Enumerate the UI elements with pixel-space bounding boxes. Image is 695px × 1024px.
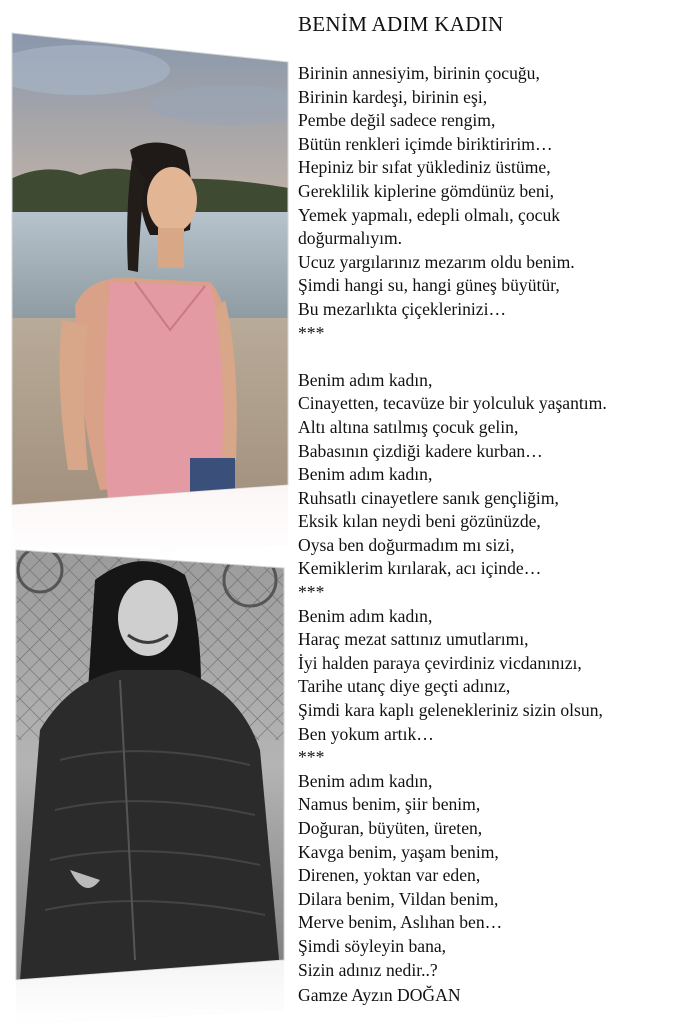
poem-line: Birinin kardeşi, birinin eşi, — [298, 86, 488, 107]
stanza-3 — [298, 605, 693, 747]
poem-line: Benim adım kadın, — [298, 605, 433, 626]
blank-line — [298, 345, 693, 369]
portrait-photo-bw — [0, 540, 300, 1024]
poem-line: Tarihe utanç diye geçti adınız, — [298, 676, 511, 697]
poem-line: Gereklilik kiplerine gömdünüz beni, — [298, 180, 555, 201]
poem-line: Hepiniz bir sıfat yüklediniz üstüme, — [298, 157, 551, 178]
poem-line: Namus benim, şiir benim, — [298, 794, 481, 815]
poem-line: Şimdi söyleyin bana, — [298, 935, 447, 956]
poem-line: Kavga benim, yaşam benim, — [298, 841, 499, 862]
stanza-2 — [298, 369, 693, 581]
poem-line: Oysa ben doğurmadım mı sizi, — [298, 534, 515, 555]
stanza-separator: *** — [298, 582, 325, 603]
stanza-1 — [298, 62, 693, 322]
stanza-4 — [298, 770, 693, 982]
poem-line: Pembe değil sadece rengim, — [298, 110, 496, 131]
poem-line: Eksik kılan neydi beni gözünüzde, — [298, 511, 541, 532]
poem-line: Doğuran, büyüten, üreten, — [298, 818, 483, 838]
poem-line: Cinayetten, tecavüze bir yolculuk yaşantım. — [298, 393, 607, 414]
poem-line: Haraç mezat sattınız umutlarımı, — [298, 629, 529, 650]
poem-line: Altı altına satılmış çocuk gelin, — [298, 416, 519, 437]
poem-line: Birinin annesiyim, birinin çocuğu, — [298, 63, 540, 83]
poem-line: Kemiklerim kırılarak, acı içinde… — [298, 558, 542, 579]
poem-line: Şimdi hangi su, hangi güneş büyütür, — [298, 275, 560, 296]
poem-line: Benim adım kadın, — [298, 369, 433, 390]
poem-line: Ruhsatlı cinayetlere sanık gençliğim, — [298, 487, 559, 508]
stanza-separator: *** — [298, 747, 325, 768]
poem-line: Şimdi kara kaplı gelenekleriniz sizin olsun, — [298, 700, 603, 721]
poem-body — [298, 62, 693, 982]
portrait-photo-color — [0, 0, 300, 560]
poem-line: Merve benim, Aslıhan ben… — [298, 912, 503, 933]
author-signature: Gamze Ayzın DOĞAN — [298, 985, 461, 1005]
poem-line: Direnen, yoktan var eden, — [298, 865, 481, 886]
poem-line: Dilara benim, Vildan benim, — [298, 888, 499, 909]
poem-line: Bu mezarlıkta çiçeklerinizi… — [298, 298, 507, 319]
poem-line: Yemek yapmalı, edepli olmalı, çocuk — [298, 204, 561, 225]
poem-line: İyi halden paraya çevirdiniz vicdanınızı, — [298, 652, 582, 673]
poem-line: Ben yokum artık… — [298, 723, 434, 744]
poem-line: Benim adım kadın, — [298, 770, 433, 791]
poem-line: Bütün renkleri içimde biriktiririm… — [298, 133, 553, 154]
poem-line: Ucuz yargılarınız mezarım oldu benim. — [298, 251, 575, 272]
poem-line: Babasının çizdiği kadere kurban… — [298, 440, 543, 461]
poem-line: Sizin adınız nedir..? — [298, 959, 438, 980]
poem-line: Benim adım kadın, — [298, 464, 433, 485]
poem-line: doğurmalıyım. — [298, 228, 403, 249]
stanza-separator: *** — [298, 322, 325, 343]
poem-title: BENİM ADIM KADIN — [298, 12, 504, 36]
